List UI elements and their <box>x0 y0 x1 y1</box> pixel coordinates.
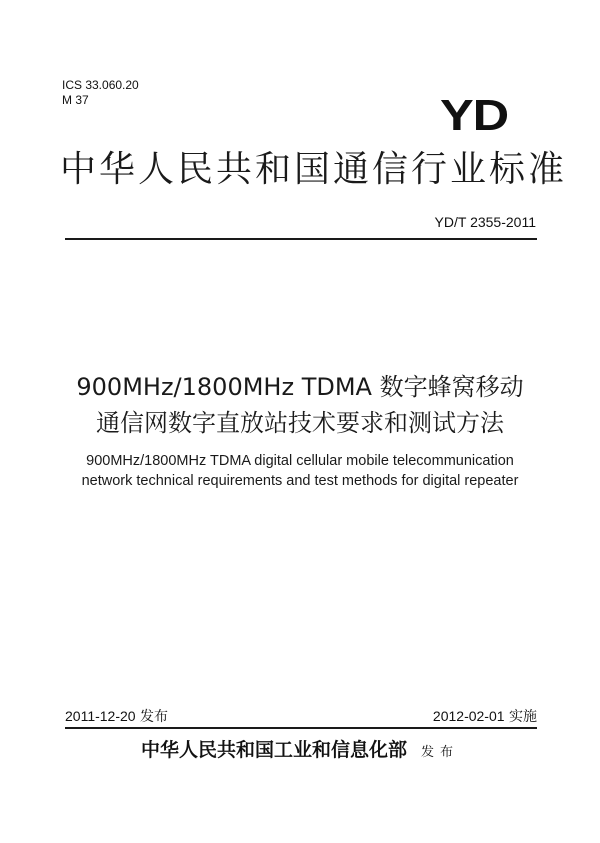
header-divider <box>65 238 537 240</box>
chinese-title-line-2: 通信网数字直放站技术要求和测试方法 <box>96 409 504 437</box>
implementation-date-value: 2012-02-01 <box>432 708 505 724</box>
publisher-organization: 中华人民共和国工业和信息化部 <box>140 739 407 761</box>
english-title-line-2: network technical requirements and test methods for digital repeater <box>81 473 519 489</box>
yd-logo: YD <box>440 91 508 140</box>
ccs-code: M 37 <box>62 93 89 107</box>
classification-codes <box>62 78 139 108</box>
implementation-date <box>433 706 537 726</box>
english-title-line-1: 900MHz/1800MHz TDMA digital cellular mobile telecommunication <box>86 453 514 469</box>
standard-category-title: 中华人民共和国通信行业标准 <box>60 149 568 190</box>
publisher-action: 发布 <box>421 745 460 760</box>
implementation-date-label: 实施 <box>509 709 537 725</box>
chinese-title-line-1: 900MHz/1800MHz TDMA 数字蜂窝移动 <box>76 373 524 401</box>
standard-number: YD/T 2355-2011 <box>434 214 536 230</box>
publisher <box>60 735 540 762</box>
issue-date-value: 2011-12-20 <box>65 708 136 724</box>
footer-divider <box>65 727 537 729</box>
issue-date <box>65 706 168 726</box>
issue-date-label: 发布 <box>140 709 169 725</box>
ics-code: ICS 33.060.20 <box>62 78 139 92</box>
